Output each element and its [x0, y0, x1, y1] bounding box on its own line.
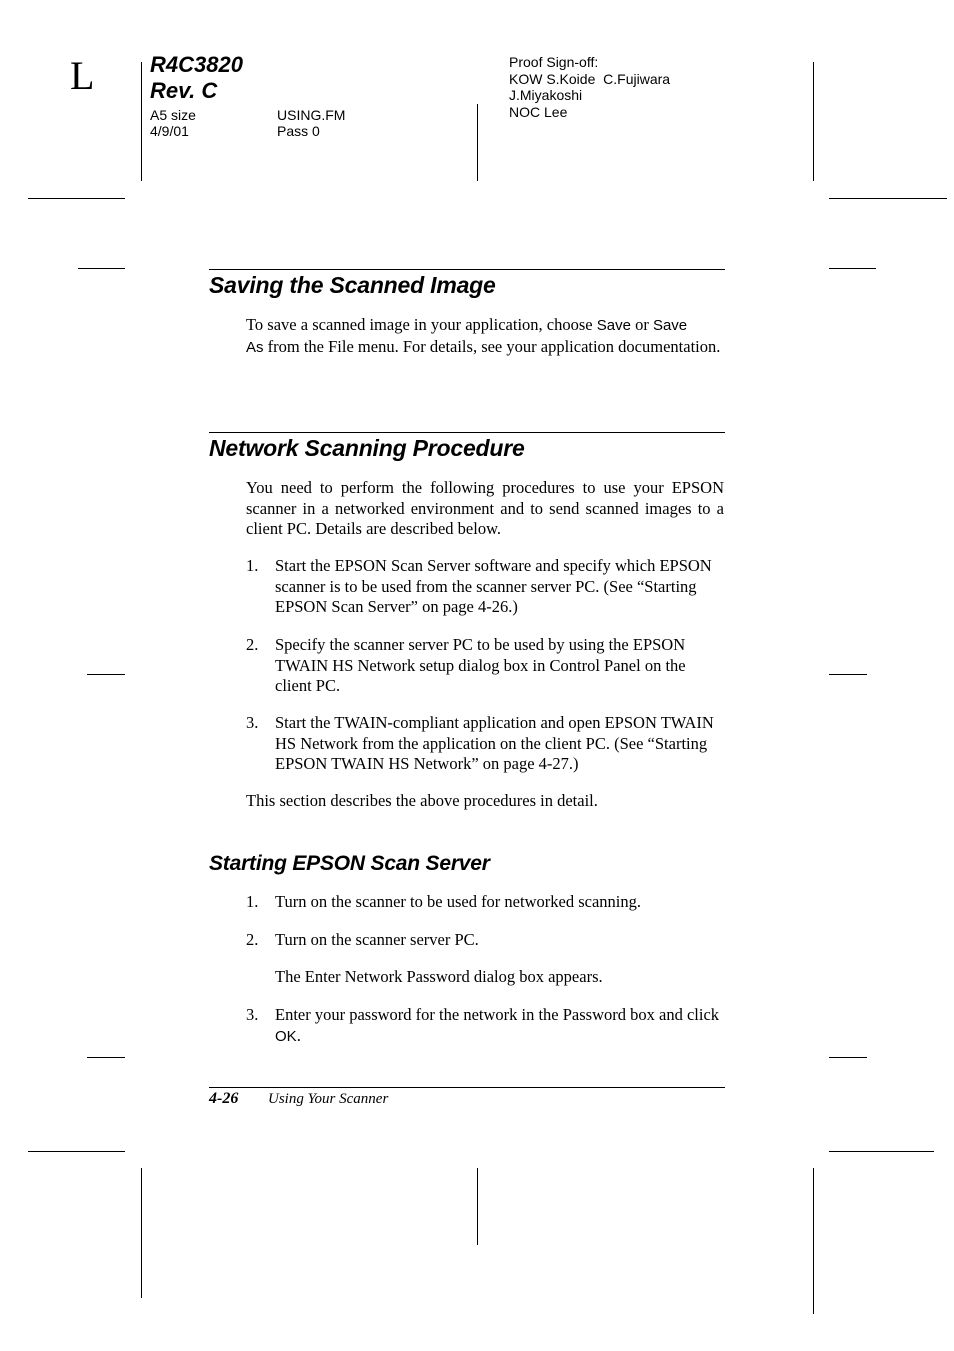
section-heading: Network Scanning Procedure	[209, 435, 525, 461]
list-number: 2.	[246, 635, 259, 654]
section-paragraph: You need to perform the following procedures to use your EPSON scanner in a networked environment and to send scanned images to a client PC. Details are described below.	[246, 478, 724, 538]
list-text: Turn on the scanner server PC.	[275, 930, 479, 949]
section-rule	[209, 269, 725, 270]
list-number: 1.	[246, 892, 259, 911]
crop-mark	[829, 674, 867, 675]
list-text: Specify the scanner server PC to be used by using the EPSON TWAIN HS Network setup dialog box in Control Panel on the client PC.	[275, 635, 686, 695]
crop-mark	[813, 1168, 814, 1314]
proof-line: J.Miyakoshi	[509, 87, 583, 103]
section-rule	[209, 432, 725, 433]
corner-letter: L	[70, 53, 95, 98]
crop-mark	[829, 1057, 867, 1058]
menu-command: As	[246, 338, 264, 356]
list-number: 2.	[246, 930, 259, 949]
list-text: Turn on the scanner to be used for networked scanning.	[275, 892, 641, 911]
list-number: 3.	[246, 1005, 259, 1024]
list-item	[246, 713, 724, 775]
list-item	[246, 635, 724, 697]
file-label: USING.FM	[277, 107, 346, 123]
section-paragraph: To save a scanned image in your application, choose Save or Save As from the File menu. For details, see your application documentation.	[246, 315, 721, 356]
subsection-heading: Starting EPSON Scan Server	[209, 852, 490, 875]
footer-rule	[209, 1087, 725, 1088]
list-item	[246, 892, 724, 913]
list-number: 3.	[246, 713, 259, 732]
crop-mark	[477, 1168, 478, 1245]
crop-mark	[813, 62, 814, 181]
crop-mark	[477, 104, 478, 181]
crop-mark	[141, 1168, 142, 1298]
crop-mark	[28, 1151, 125, 1152]
model-title: R4C3820	[150, 52, 243, 77]
chapter-title: Using Your Scanner	[268, 1091, 389, 1107]
list-text: Enter your password for the network in the Password box and click OK.	[275, 1005, 720, 1045]
menu-command: Save	[652, 317, 688, 334]
crop-mark	[829, 198, 947, 199]
list-item	[246, 1005, 724, 1047]
button-name: OK	[275, 1027, 297, 1045]
crop-mark	[829, 268, 876, 269]
crop-mark	[28, 198, 125, 199]
crop-mark	[87, 1057, 125, 1058]
proof-line: NOC Lee	[509, 104, 568, 120]
list-item	[246, 930, 724, 951]
date-label: 4/9/01	[150, 123, 189, 139]
proof-line: KOW S.Koide C.Fujiwara	[509, 71, 671, 87]
section-heading: Saving the Scanned Image	[209, 272, 496, 298]
crop-mark	[141, 62, 142, 181]
proof-title: Proof Sign-off:	[509, 54, 599, 70]
pass-label: Pass 0	[277, 123, 320, 139]
crop-mark	[78, 268, 125, 269]
list-text: Start the TWAIN-compliant application and open EPSON TWAIN HS Network from the application on the client PC. (See “Starting EPSON TWAIN HS Network” on page 4-27.)	[275, 713, 714, 773]
revision-title: Rev. C	[150, 78, 218, 103]
list-item	[246, 556, 724, 618]
size-label: A5 size	[150, 107, 196, 123]
step-note: The Enter Network Password dialog box appears.	[275, 967, 603, 986]
section-paragraph: This section describes the above procedures in detail.	[246, 791, 598, 810]
menu-command: Save	[596, 317, 631, 334]
crop-mark	[87, 674, 125, 675]
list-text: Start the EPSON Scan Server software and specify which EPSON scanner is to be used from the scanner server PC. (See “Starting EPSON Scan Server” on page 4-26.)	[275, 556, 712, 616]
crop-mark	[829, 1151, 934, 1152]
list-number: 1.	[246, 556, 259, 575]
page-number: 4-26	[209, 1090, 239, 1107]
